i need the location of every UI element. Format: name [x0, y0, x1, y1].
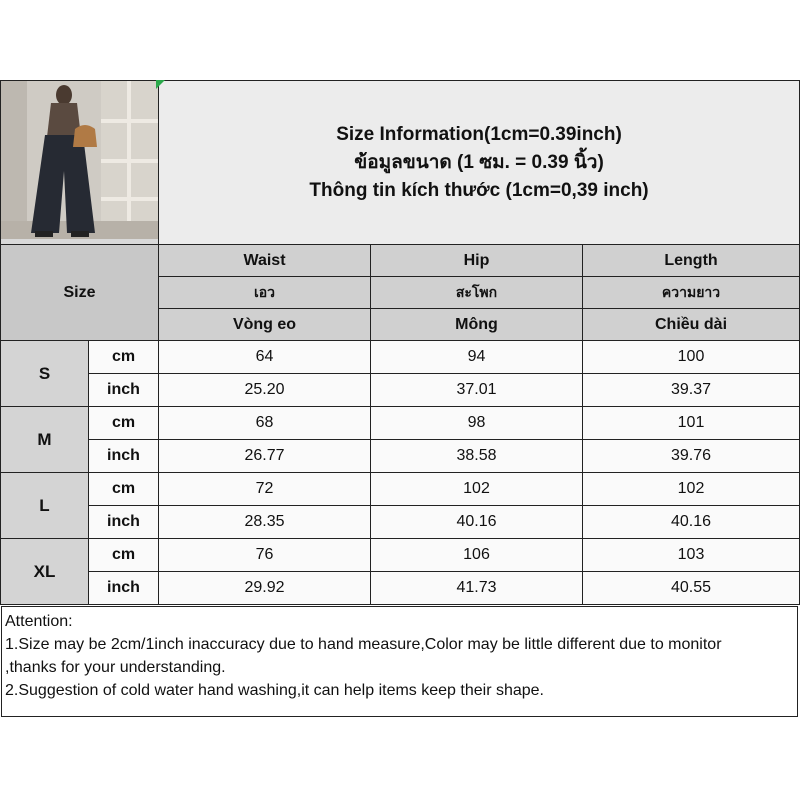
waist-value: 68 [159, 407, 371, 440]
col-length-vi: Chiều dài [583, 309, 800, 341]
hip-value: 106 [371, 539, 583, 572]
unit-inch: inch [89, 440, 159, 473]
col-waist-th: เอว [159, 277, 371, 309]
waist-value: 28.35 [159, 506, 371, 539]
table-row [1, 539, 800, 572]
unit-inch: inch [89, 374, 159, 407]
size-l-label: L [1, 473, 89, 539]
waist-value: 72 [159, 473, 371, 506]
length-value: 40.16 [583, 506, 800, 539]
unit-cm: cm [89, 341, 159, 374]
size-s-label: S [1, 341, 89, 407]
attention-line-1: 1.Size may be 2cm/1inch inaccuracy due to hand measure,Color may be little different due to monitor [5, 636, 722, 653]
attention-line-2: ,thanks for your understanding. [5, 659, 226, 676]
unit-inch: inch [89, 506, 159, 539]
unit-cm: cm [89, 407, 159, 440]
attention-line-3: 2.Suggestion of cold water hand washing,it can help items keep their shape. [5, 682, 544, 699]
length-value: 39.37 [583, 374, 800, 407]
length-value: 100 [583, 341, 800, 374]
col-waist-vi: Vòng eo [159, 309, 371, 341]
hip-value: 37.01 [371, 374, 583, 407]
length-value: 102 [583, 473, 800, 506]
table-row [1, 440, 800, 473]
waist-value: 25.20 [159, 374, 371, 407]
title-vietnamese: Thông tin kích thước (1cm=0,39 inch) [309, 179, 649, 201]
hip-value: 94 [371, 341, 583, 374]
table-row [1, 572, 800, 605]
col-length-en: Length [583, 245, 800, 277]
waist-value: 26.77 [159, 440, 371, 473]
table-row [1, 341, 800, 374]
table-row [1, 374, 800, 407]
hip-value: 98 [371, 407, 583, 440]
hip-value: 40.16 [371, 506, 583, 539]
jeans-model-photo [1, 81, 159, 239]
size-heading: Size [1, 245, 159, 341]
title-english: Size Information(1cm=0.39inch) [336, 123, 622, 145]
waist-value: 64 [159, 341, 371, 374]
col-length-th: ความยาว [583, 277, 800, 309]
size-m-label: M [1, 407, 89, 473]
title-thai: ข้อมูลขนาด (1 ซม. = 0.39 นิ้ว) [354, 151, 604, 173]
length-value: 101 [583, 407, 800, 440]
size-info-title [159, 81, 800, 245]
attention-heading: Attention: [5, 613, 73, 630]
hip-value: 38.58 [371, 440, 583, 473]
unit-cm: cm [89, 539, 159, 572]
col-hip-en: Hip [371, 245, 583, 277]
hip-value: 102 [371, 473, 583, 506]
product-photo [1, 81, 159, 245]
length-value: 39.76 [583, 440, 800, 473]
col-hip-vi: Mông [371, 309, 583, 341]
size-table [0, 80, 800, 605]
table-row [1, 506, 800, 539]
size-xl-label: XL [1, 539, 89, 605]
length-value: 103 [583, 539, 800, 572]
unit-cm: cm [89, 473, 159, 506]
waist-value: 29.92 [159, 572, 371, 605]
waist-value: 76 [159, 539, 371, 572]
col-waist-en: Waist [159, 245, 371, 277]
corner-mark [156, 80, 165, 89]
table-row [1, 407, 800, 440]
table-row [1, 473, 800, 506]
hip-value: 41.73 [371, 572, 583, 605]
unit-inch: inch [89, 572, 159, 605]
col-hip-th: สะโพก [371, 277, 583, 309]
attention-notes [1, 606, 798, 717]
length-value: 40.55 [583, 572, 800, 605]
